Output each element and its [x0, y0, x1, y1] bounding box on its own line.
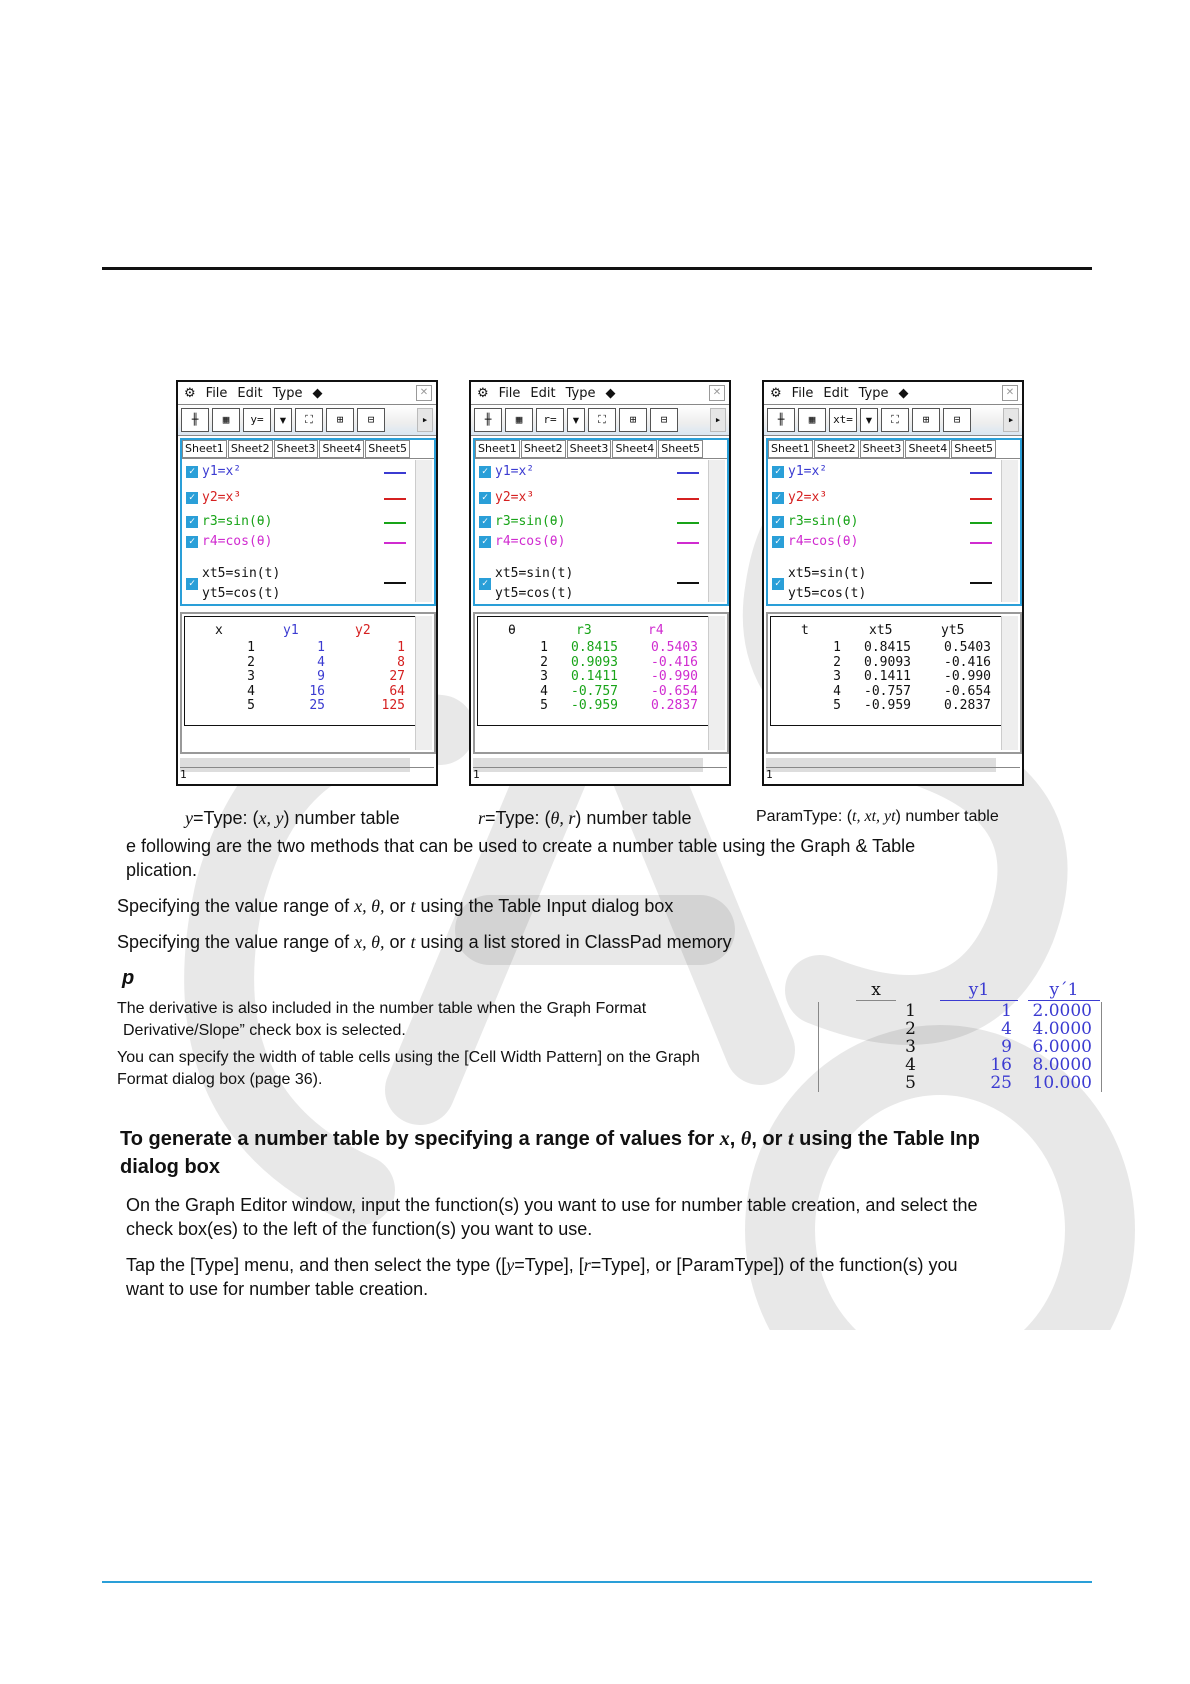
function-checkbox[interactable]: ✓ — [479, 578, 491, 590]
table-row[interactable]: 1 0.8415 0.5403 — [540, 640, 698, 655]
menu-edit[interactable]: Edit — [530, 385, 556, 401]
editor-scrollbar[interactable] — [708, 460, 725, 602]
function-checkbox[interactable]: ✓ — [479, 536, 491, 548]
tab-sheet1[interactable]: Sheet1 — [475, 440, 520, 458]
classpad-screen-1 — [176, 380, 438, 786]
table-row[interactable]: 5 25 125 — [247, 698, 405, 713]
menu-type[interactable]: Type — [858, 385, 889, 401]
more-icon[interactable]: ▸ — [1003, 408, 1019, 432]
graph-icon[interactable]: ╫ — [474, 408, 502, 432]
toolbar — [178, 405, 436, 436]
function-checkbox[interactable]: ✓ — [772, 536, 784, 548]
sketch-icon[interactable]: ⊟ — [650, 408, 678, 432]
graph-editor — [766, 438, 1022, 606]
menu-bar — [764, 382, 1022, 405]
table-row[interactable]: 2 0.9093 -0.416 — [833, 654, 991, 670]
function-entry[interactable]: y1=x² — [788, 464, 828, 479]
table-header[interactable]: xt5 — [869, 623, 893, 638]
toolbar — [471, 405, 729, 436]
function-checkbox[interactable]: ✓ — [772, 492, 784, 504]
table-row: 5 25 10.000 — [905, 1073, 1092, 1093]
function-checkbox[interactable]: ✓ — [186, 536, 198, 548]
status-bar: 1 — [766, 767, 1020, 782]
step-2a: Tap the [Type] menu, and then select the type ([y=Type], [r=Type], or [ParamType]) of the function(s) you — [126, 1255, 958, 1275]
table-icon[interactable]: ▦ — [798, 408, 826, 432]
table-header[interactable]: θ — [508, 623, 516, 638]
table-row[interactable]: 2 4 8 — [247, 654, 405, 670]
graph-editor — [180, 438, 436, 606]
settings-icon[interactable]: ⚙ — [184, 385, 196, 401]
table-header[interactable]: r4 — [648, 623, 664, 638]
classpad-screen-3 — [762, 380, 1024, 786]
menu-edit[interactable]: Edit — [823, 385, 849, 401]
more-icon[interactable]: ▸ — [417, 408, 433, 432]
dt-header-dy1: y´1 — [1028, 980, 1100, 1001]
table-row[interactable]: 4 16 64 — [247, 683, 405, 699]
function-checkbox[interactable]: ✓ — [186, 516, 198, 528]
table-input-icon[interactable]: ⊞ — [326, 408, 354, 432]
screen-caption-3: ParamType: (t, xt, yt) number table — [756, 808, 999, 825]
dropdown-icon[interactable]: ▾ — [567, 408, 585, 432]
table-row: 3 9 6.0000 — [905, 1037, 1092, 1057]
table-row[interactable]: 3 0.1411 -0.990 — [540, 669, 698, 684]
dt-header-x: x — [856, 980, 896, 1001]
dropdown-icon[interactable]: ▾ — [860, 408, 878, 432]
graph-editor — [473, 438, 729, 606]
type-button[interactable]: r= — [536, 408, 564, 432]
table-row[interactable]: 4 -0.757 -0.654 — [833, 683, 991, 699]
function-checkbox[interactable]: ✓ — [772, 578, 784, 590]
dropdown-icon[interactable]: ▾ — [274, 408, 292, 432]
screen-caption-2: r=Type: (θ, r) number table — [478, 808, 692, 828]
tip-2b: Format dialog box (page 36). — [117, 1071, 323, 1088]
function-entry[interactable]: r4=cos(θ) — [788, 534, 859, 549]
menu-file[interactable]: File — [791, 385, 814, 401]
number-table — [180, 612, 436, 754]
function-checkbox[interactable]: ✓ — [479, 466, 491, 478]
function-entry[interactable]: yt5=cos(t) — [202, 586, 281, 601]
function-checkbox[interactable]: ✓ — [479, 516, 491, 528]
section-heading: To generate a number table by specifying a range of values for x, θ, or t using the Table Inp — [120, 1128, 980, 1150]
tip-1a: The derivative is also included in the number table when the Graph Format — [117, 1000, 647, 1017]
function-entry[interactable]: r3=sin(θ) — [495, 514, 566, 529]
menu-arrow-icon[interactable]: ◆ — [312, 385, 323, 401]
sketch-icon[interactable]: ⊟ — [943, 408, 971, 432]
table-icon[interactable]: ▦ — [212, 408, 240, 432]
close-icon[interactable]: ✕ — [1002, 385, 1018, 401]
tab-sheet3[interactable]: Sheet3 — [567, 440, 612, 458]
method-2: Specifying the value range of x, θ, or t using a list stored in ClassPad memory — [117, 932, 732, 952]
function-entry[interactable]: y2=x³ — [788, 490, 828, 505]
close-icon[interactable]: ✕ — [709, 385, 725, 401]
table-input-icon[interactable]: ⊞ — [619, 408, 647, 432]
type-button[interactable]: y= — [243, 408, 271, 432]
classpad-screen-2 — [469, 380, 731, 786]
table-header[interactable]: yt5 — [941, 623, 965, 638]
type-button[interactable]: xt= — [829, 408, 857, 432]
table-row[interactable]: 2 0.9093 -0.416 — [540, 654, 698, 670]
menu-type[interactable]: Type — [272, 385, 303, 401]
table-row: 2 4 4.0000 — [905, 1019, 1092, 1039]
menu-file[interactable]: File — [498, 385, 521, 401]
function-entry[interactable]: r4=cos(θ) — [202, 534, 273, 549]
tip-1b: Derivative/Slope” check box is selected. — [123, 1022, 406, 1039]
section-heading-2: dialog box — [120, 1156, 220, 1178]
step-1b: check box(es) to the left of the function(s) you want to use. — [126, 1219, 593, 1239]
function-entry[interactable]: r3=sin(θ) — [788, 514, 859, 529]
table-icon[interactable]: ▦ — [505, 408, 533, 432]
menu-arrow-icon[interactable]: ◆ — [605, 385, 616, 401]
table-header[interactable]: y1 — [283, 623, 299, 638]
method-1: Specifying the value range of x, θ, or t using the Table Input dialog box — [117, 896, 674, 916]
table-row[interactable]: 1 0.8415 0.5403 — [833, 640, 991, 655]
tab-sheet4[interactable]: Sheet4 — [612, 440, 657, 458]
function-entry[interactable]: y1=x² — [202, 464, 242, 479]
function-entry[interactable]: y2=x³ — [202, 490, 242, 505]
intro-text: e following are the two methods that can be used to create a number table using the Graph & Table — [126, 836, 916, 856]
tab-sheet2[interactable]: Sheet2 — [521, 440, 566, 458]
table-row[interactable]: 3 0.1411 -0.990 — [833, 669, 991, 684]
function-checkbox[interactable]: ✓ — [772, 516, 784, 528]
function-entry[interactable]: r4=cos(θ) — [495, 534, 566, 549]
tab-sheet3[interactable]: Sheet3 — [860, 440, 905, 458]
tab-sheet2[interactable]: Sheet2 — [814, 440, 859, 458]
table-row: 1 1 2.0000 — [905, 1001, 1092, 1021]
function-entry[interactable]: r3=sin(θ) — [202, 514, 273, 529]
table-scrollbar[interactable] — [1001, 616, 1018, 750]
dt-header-y1: y1 — [940, 980, 1018, 1001]
menu-edit[interactable]: Edit — [237, 385, 263, 401]
tab-sheet4[interactable]: Sheet4 — [319, 440, 364, 458]
table-scrollbar[interactable] — [708, 616, 725, 750]
table-row[interactable]: 4 -0.757 -0.654 — [540, 683, 698, 699]
derivative-table — [818, 980, 1100, 1093]
table-header[interactable]: y2 — [355, 623, 371, 638]
function-entry[interactable]: y2=x³ — [495, 490, 535, 505]
menu-bar — [178, 382, 436, 405]
table-header[interactable]: x — [215, 623, 223, 638]
step-1a: On the Graph Editor window, input the function(s) you want to use for number table creation, and select the — [126, 1195, 978, 1215]
zoom-icon[interactable]: ⛶ — [588, 408, 616, 432]
table-header[interactable]: t — [801, 623, 809, 638]
bottom-rule — [102, 1581, 1092, 1583]
menu-type[interactable]: Type — [565, 385, 596, 401]
editor-scrollbar[interactable] — [415, 460, 432, 602]
number-table — [766, 612, 1022, 754]
function-entry[interactable]: yt5=cos(t) — [495, 586, 574, 601]
function-checkbox[interactable]: ✓ — [772, 466, 784, 478]
number-table — [473, 612, 729, 754]
zoom-icon[interactable]: ⛶ — [295, 408, 323, 432]
function-entry[interactable]: yt5=cos(t) — [788, 586, 867, 601]
table-input-icon[interactable]: ⊞ — [912, 408, 940, 432]
tab-sheet3[interactable]: Sheet3 — [274, 440, 319, 458]
function-checkbox[interactable]: ✓ — [479, 492, 491, 504]
status-bar: 1 — [180, 767, 434, 782]
tab-sheet2[interactable]: Sheet2 — [228, 440, 273, 458]
menu-file[interactable]: File — [205, 385, 228, 401]
table-row[interactable]: 5 -0.959 0.2837 — [833, 698, 991, 713]
function-entry[interactable]: xt5=sin(t) — [788, 566, 867, 581]
table-scrollbar[interactable] — [415, 616, 432, 750]
function-entry[interactable]: xt5=sin(t) — [202, 566, 281, 581]
tab-sheet4[interactable]: Sheet4 — [905, 440, 950, 458]
zoom-icon[interactable]: ⛶ — [881, 408, 909, 432]
tab-sheet5[interactable]: Sheet5 — [658, 440, 703, 458]
more-icon[interactable]: ▸ — [710, 408, 726, 432]
menu-arrow-icon[interactable]: ◆ — [898, 385, 909, 401]
editor-scrollbar[interactable] — [1001, 460, 1018, 602]
settings-icon[interactable]: ⚙ — [770, 385, 782, 401]
function-checkbox[interactable]: ✓ — [186, 466, 198, 478]
tip-heading: p — [122, 967, 135, 989]
table-row[interactable]: 5 -0.959 0.2837 — [540, 698, 698, 713]
tab-sheet1[interactable]: Sheet1 — [182, 440, 227, 458]
sketch-icon[interactable]: ⊟ — [357, 408, 385, 432]
step-2b: want to use for number table creation. — [126, 1279, 429, 1299]
function-checkbox[interactable]: ✓ — [186, 578, 198, 590]
table-row[interactable]: 3 9 27 — [247, 669, 405, 684]
status-bar: 1 — [473, 767, 727, 782]
function-entry[interactable]: xt5=sin(t) — [495, 566, 574, 581]
table-row[interactable]: 1 1 1 — [247, 640, 405, 655]
settings-icon[interactable]: ⚙ — [477, 385, 489, 401]
graph-icon[interactable]: ╫ — [181, 408, 209, 432]
function-checkbox[interactable]: ✓ — [186, 492, 198, 504]
toolbar — [764, 405, 1022, 436]
tab-sheet5[interactable]: Sheet5 — [365, 440, 410, 458]
top-rule — [102, 267, 1092, 270]
table-row: 4 16 8.0000 — [905, 1055, 1092, 1075]
menu-bar — [471, 382, 729, 405]
table-header[interactable]: r3 — [576, 623, 592, 638]
tab-sheet1[interactable]: Sheet1 — [768, 440, 813, 458]
graph-icon[interactable]: ╫ — [767, 408, 795, 432]
screen-caption-1: y=Type: (x, y) number table — [185, 808, 400, 828]
function-entry[interactable]: y1=x² — [495, 464, 535, 479]
intro-text-2: plication. — [126, 860, 198, 880]
close-icon[interactable]: ✕ — [416, 385, 432, 401]
tab-sheet5[interactable]: Sheet5 — [951, 440, 996, 458]
tip-2a: You can specify the width of table cells using the [Cell Width Pattern] on the Graph — [117, 1049, 700, 1066]
